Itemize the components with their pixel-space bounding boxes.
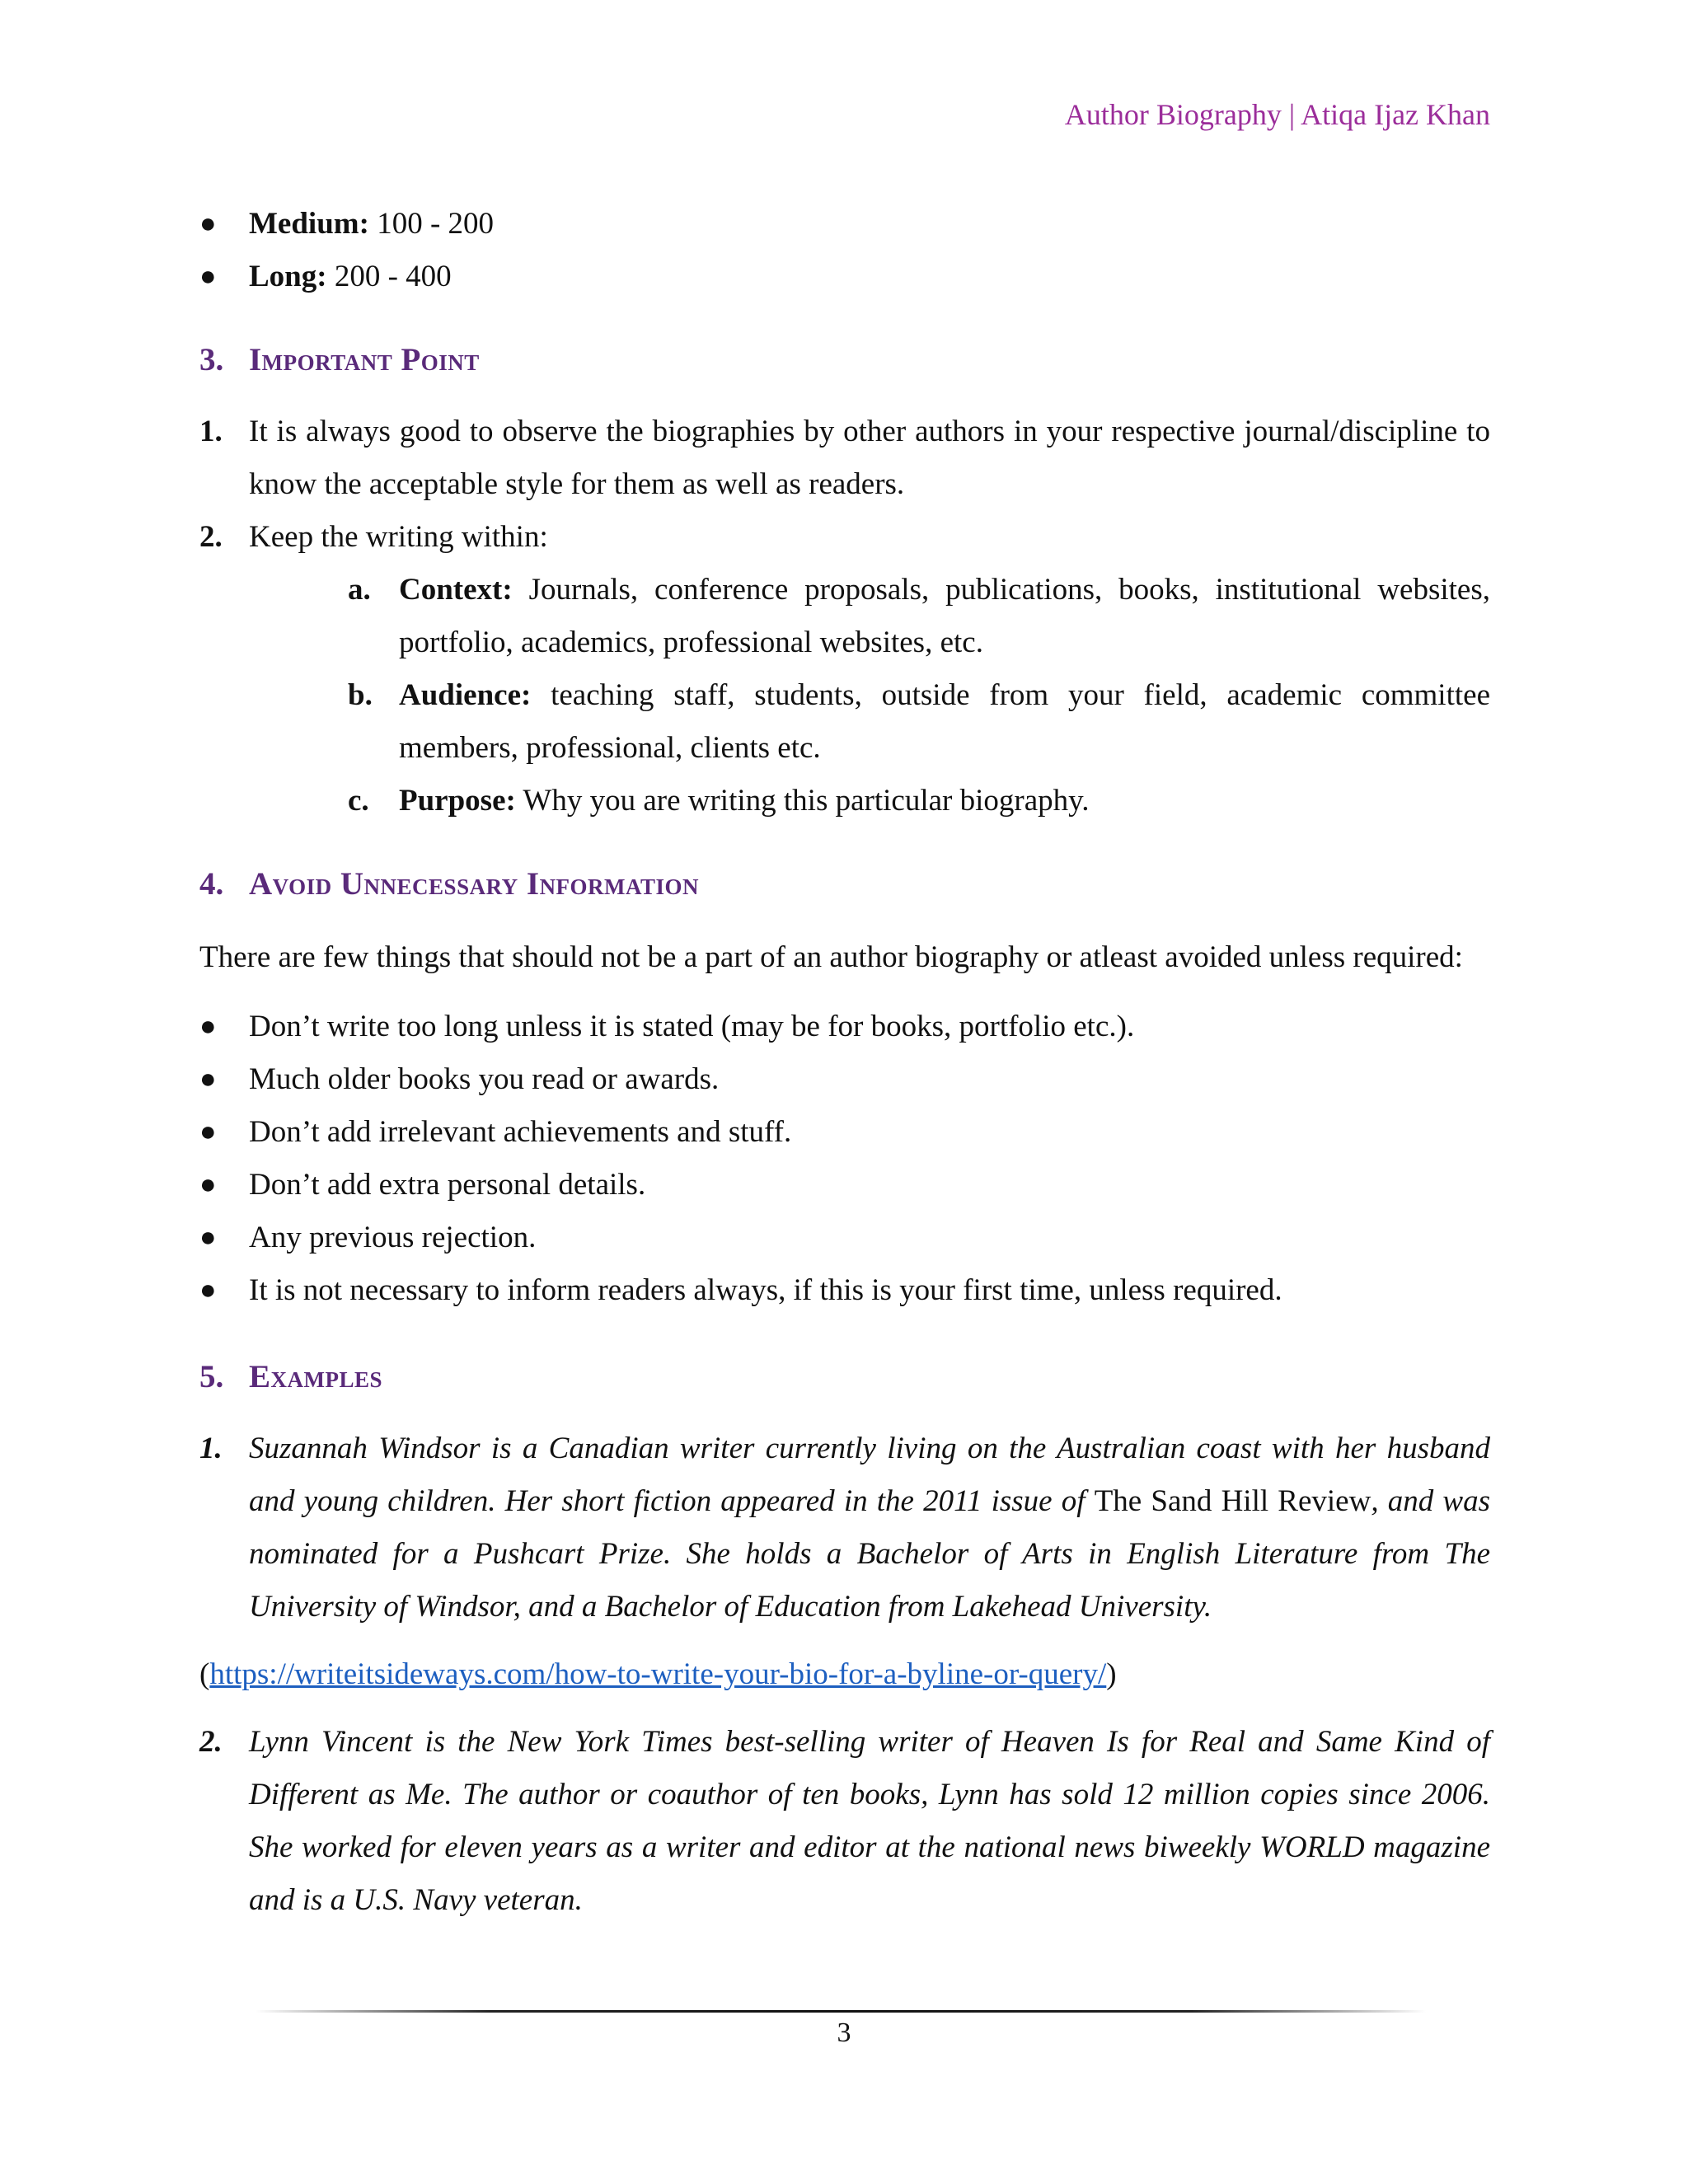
sub-list-item — [199, 669, 1490, 775]
sub-item-text: Journals, conference proposals, publications, books, institutional websites, portfolio, academics, professional websites, etc. — [399, 573, 1490, 659]
avoid-bullet-list — [199, 1001, 1490, 1317]
sub-item-text: Why you are writing this particular biography. — [515, 784, 1090, 818]
journal-title: The Sand Hill Review — [1094, 1484, 1372, 1518]
example-text: Suzannah Windsor is a Canadian writer currently living on the Australian coast with her husband and young children. Her short fiction appeared in the 2011 issue of — [249, 1432, 1490, 1518]
list-item — [199, 1001, 1490, 1053]
sub-item-label: Audience: — [399, 678, 532, 712]
close-paren: ) — [1106, 1657, 1117, 1691]
list-item — [199, 1264, 1490, 1317]
bullet-value: 200 - 400 — [326, 260, 452, 293]
list-item — [199, 251, 1490, 303]
item-number: 1. — [199, 415, 223, 448]
list-item — [199, 405, 1490, 511]
item-number: 1. — [199, 1432, 223, 1465]
bullet-icon: ● — [199, 261, 217, 292]
bullet-icon: ● — [199, 1275, 217, 1305]
list-item — [199, 511, 1490, 564]
section-title: Examples — [249, 1359, 383, 1394]
page-number: 3 — [837, 2018, 851, 2048]
item-text: It is always good to observe the biographies by other authors in your respective journal/discipline to know the acceptable style for them as well as readers. — [249, 415, 1490, 501]
sub-item-letter: b. — [348, 678, 373, 712]
sub-list-item — [199, 564, 1490, 669]
item-text: Keep the writing within: — [249, 520, 548, 554]
bullet-text: Don’t write too long unless it is stated (may be for books, portfolio etc.). — [249, 1010, 1135, 1043]
bullet-icon: ● — [199, 1169, 217, 1200]
example-text-continued: , and was nominated for a Pushcart Prize. She holds a Bachelor of Arts in English Literature from The University of Windsor, and a Bachelor of Education from Lakehead University. — [249, 1484, 1490, 1624]
bullet-label: Long: — [249, 260, 327, 293]
sub-list-item — [199, 775, 1490, 827]
item-number: 2. — [199, 520, 223, 554]
page-content — [199, 198, 1490, 1927]
list-item — [199, 1053, 1490, 1106]
bullet-text: It is not necessary to inform readers always, if this is your first time, unless required. — [249, 1273, 1282, 1307]
bullet-text: Don’t add extra personal details. — [249, 1168, 646, 1202]
bullet-value: 100 - 200 — [368, 207, 495, 241]
sub-item-letter: a. — [348, 573, 371, 607]
bullet-text: Much older books you read or awards. — [249, 1062, 720, 1096]
section-intro-paragraph: There are few things that should not be a part of an author biography or atleast avoided unless required: — [199, 940, 1463, 974]
sub-item-text: teaching staff, students, outside from your field, academic committee members, professional, clients etc. — [399, 678, 1490, 765]
list-item — [199, 1159, 1490, 1212]
bullet-icon: ● — [199, 1222, 217, 1253]
bullet-icon: ● — [199, 209, 217, 239]
source-citation — [199, 1648, 1490, 1701]
footer-divider — [256, 2010, 1426, 2013]
bullet-text: Any previous rejection. — [249, 1221, 537, 1254]
section-heading-examples — [199, 1357, 1490, 1398]
item-number: 2. — [199, 1725, 223, 1759]
running-header: Author Biography | Atiqa Ijaz Khan — [1064, 98, 1490, 131]
list-item — [199, 1212, 1490, 1264]
bullet-label: Medium: — [249, 207, 369, 241]
section-title: Important Point — [249, 342, 480, 377]
section-title: Avoid Unnecessary Information — [249, 866, 700, 902]
bullet-icon: ● — [199, 1064, 217, 1094]
section-heading-avoid-unnecessary-information — [199, 864, 1490, 905]
bullet-text: Don’t add irrelevant achievements and stuff. — [249, 1115, 792, 1149]
sub-item-label: Context: — [399, 573, 513, 607]
section-number: 3. — [199, 342, 224, 377]
sub-item-label: Purpose: — [399, 784, 516, 818]
bullet-icon: ● — [199, 1011, 217, 1042]
list-item — [199, 1106, 1490, 1159]
open-paren: ( — [199, 1657, 210, 1691]
bullet-icon: ● — [199, 1117, 217, 1147]
sub-item-letter: c. — [348, 784, 369, 818]
example-text: Lynn Vincent is the New York Times best-selling writer of Heaven Is for Real and Same Kind of Different as Me. The author or coauthor of ten books, Lynn has sold 12 million copies since 2006. She worked for eleven years as a writer and editor at the national news biweekly WORLD magazine and is a U.S. Navy veteran. — [249, 1725, 1490, 1917]
section-number: 5. — [199, 1359, 224, 1394]
example-item — [199, 1716, 1490, 1927]
list-item — [199, 198, 1490, 251]
section-number: 4. — [199, 866, 224, 902]
important-point-list — [199, 405, 1490, 827]
source-link[interactable]: https://writeitsideways.com/how-to-write-your-bio-for-a-byline-or-query/ — [209, 1657, 1107, 1691]
example-item — [199, 1422, 1490, 1633]
length-bullet-list — [199, 198, 1490, 303]
section-heading-important-point — [199, 340, 1490, 381]
